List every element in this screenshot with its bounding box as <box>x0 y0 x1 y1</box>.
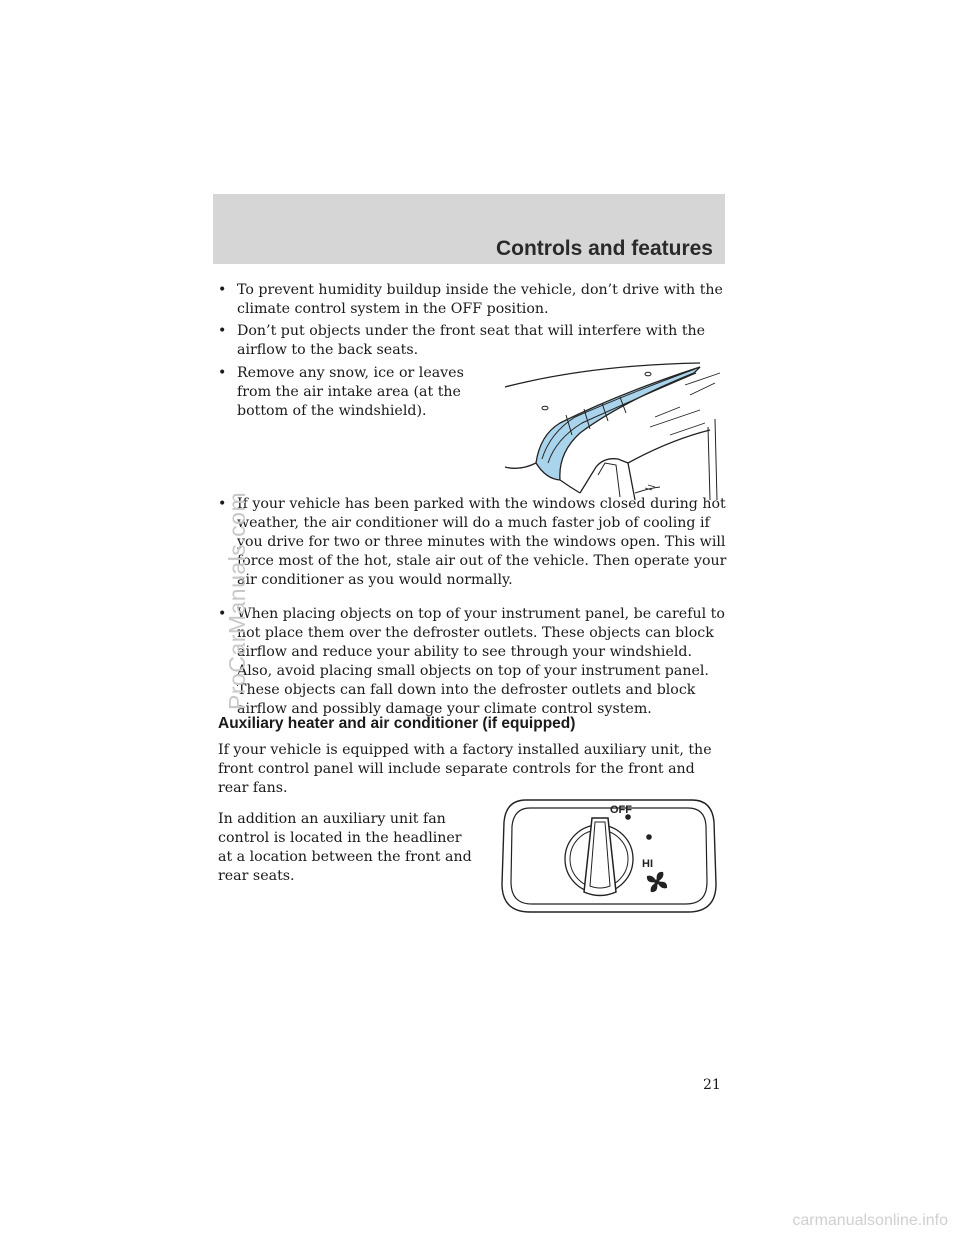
list-item: • Don’t put objects under the front seat that will interfere with the airflow to the back seats. <box>218 323 706 358</box>
paragraph: In addition an auxiliary unit fan control is located in the headliner at a location between the front and rear seats. <box>218 811 472 884</box>
bullet-icon: • <box>218 323 227 339</box>
fan-control-illustration <box>496 796 722 918</box>
bullet-icon: • <box>218 365 227 381</box>
hi-label: HI <box>642 858 653 870</box>
header-band <box>213 194 725 264</box>
list-item: • When placing objects on top of your instrument panel, be careful to not place them over the defroster outlets. These objects can block airflow and reduce your ability to see through your windshield. Also, avoid placing small objects on top of your instrument panel. These objects can fall down into the defroster outlets and block airflow and possibly damage your climate control system. <box>218 606 725 717</box>
paragraph: If your vehicle is equipped with a factory installed auxiliary unit, the front control panel will include separate controls for the front and rear fans. <box>218 742 712 796</box>
bullet-icon: • <box>218 496 227 512</box>
list-item: • To prevent humidity buildup inside the vehicle, don’t drive with the climate control system in the OFF position. <box>218 282 723 317</box>
air-intake-illustration <box>500 355 725 505</box>
list-item: • Remove any snow, ice or leaves from the air intake area (at the bottom of the windshield). <box>218 365 464 419</box>
off-label: OFF <box>610 804 632 816</box>
section-heading: Auxiliary heater and air conditioner (if equipped) <box>218 715 576 732</box>
footer-watermark: carmanualsonline.info <box>792 1212 948 1229</box>
bullet-icon: • <box>218 282 227 298</box>
bullet-icon: • <box>218 606 227 622</box>
side-watermark: ProCarManuals.com <box>224 491 250 710</box>
list-item: • If your vehicle has been parked with the windows closed during hot weather, the air conditioner will do a much faster job of cooling if you drive for two or three minutes with the windows open. This will force most of the hot, stale air out of the vehicle. Then operate your air conditioner as you would normally. <box>218 496 727 588</box>
section-title: Controls and features <box>495 237 713 260</box>
page-number: 21 <box>703 1077 721 1093</box>
